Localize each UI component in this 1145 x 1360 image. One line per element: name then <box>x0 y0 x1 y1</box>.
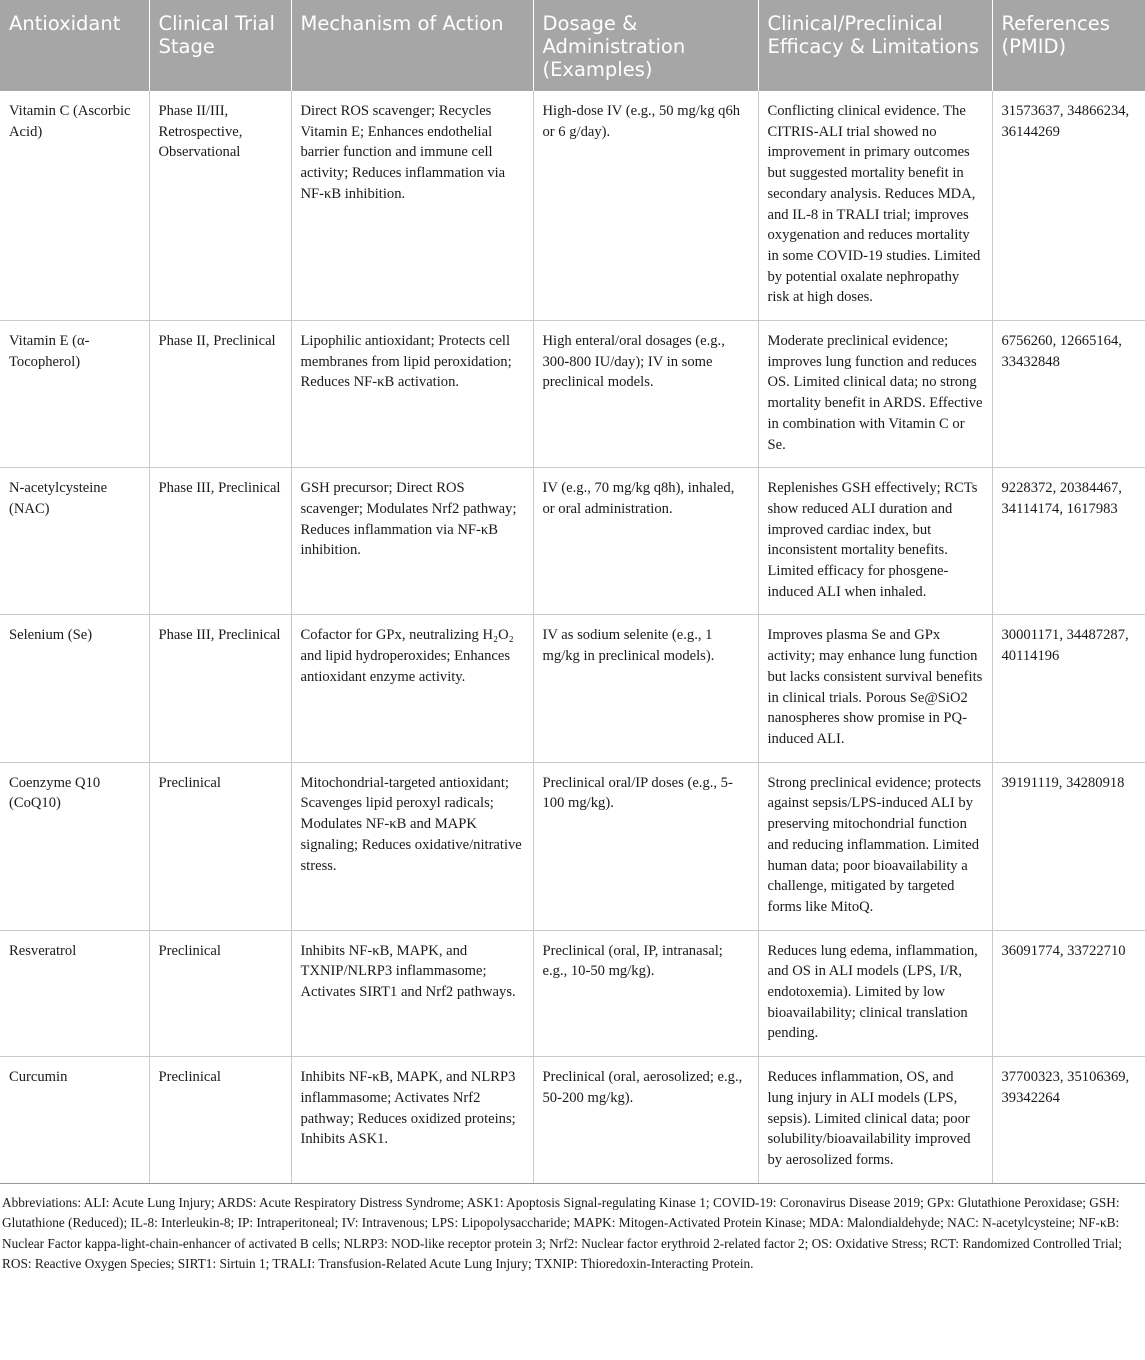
table-row <box>0 321 1145 468</box>
cell-efficacy: Strong preclinical evidence; protects against sepsis/LPS-induced ALI by preserving mitochondrial function and reducing inflammation. Limited human data; poor bioavailability a challenge, mitigated by targeted forms like MitoQ. <box>758 762 992 930</box>
cell-stage: Phase II/III, Retrospective, Observational <box>149 91 291 321</box>
cell-stage: Preclinical <box>149 1057 291 1184</box>
cell-antioxidant: Vitamin C (Ascorbic Acid) <box>0 91 149 321</box>
table-header <box>0 0 1145 91</box>
cell-dosage: IV (e.g., 70 mg/kg q8h), inhaled, or oral administration. <box>533 468 758 615</box>
cell-mechanism: GSH precursor; Direct ROS scavenger; Modulates Nrf2 pathway; Reduces inflammation via NF-κB inhibition. <box>291 468 533 615</box>
header-antioxidant: Antioxidant <box>0 0 149 91</box>
cell-efficacy: Reduces inflammation, OS, and lung injury in ALI models (LPS, sepsis). Limited clinical data; poor solubility/bioavailability improved by aerosolized forms. <box>758 1057 992 1184</box>
header-dosage-administration: Dosage & Administration (Examples) <box>533 0 758 91</box>
cell-dosage: Preclinical (oral, aerosolized; e.g., 50-200 mg/kg). <box>533 1057 758 1184</box>
cell-efficacy: Moderate preclinical evidence; improves lung function and reduces OS. Limited clinical data; no strong mortality benefit in ARDS. Effective in combination with Vitamin C or Se. <box>758 321 992 468</box>
cell-mechanism: Direct ROS scavenger; Recycles Vitamin E; Enhances endothelial barrier function and immune cell activity; Reduces inflammation via NF-κB inhibition. <box>291 91 533 321</box>
cell-references: 39191119, 34280918 <box>992 762 1145 930</box>
cell-dosage: IV as sodium selenite (e.g., 1 mg/kg in preclinical models). <box>533 615 758 762</box>
header-clinical-trial-stage: Clinical Trial Stage <box>149 0 291 91</box>
cell-antioxidant: Vitamin E (α-Tocopherol) <box>0 321 149 468</box>
cell-antioxidant: Selenium (Se) <box>0 615 149 762</box>
cell-stage: Phase III, Preclinical <box>149 615 291 762</box>
table-body <box>0 91 1145 1183</box>
table-row <box>0 762 1145 930</box>
cell-mechanism: Lipophilic antioxidant; Protects cell membranes from lipid peroxidation; Reduces NF-κB activation. <box>291 321 533 468</box>
table-row <box>0 930 1145 1057</box>
cell-references: 9228372, 20384467, 34114174, 1617983 <box>992 468 1145 615</box>
cell-efficacy: Conflicting clinical evidence. The CITRIS-ALI trial showed no improvement in primary outcomes but suggested mortality benefit in secondary analysis. Reduces MDA, and IL-8 in TRALI trial; improves oxygenation and reduces mortality in some COVID-19 studies. Limited by potential oxalate nephropathy risk at high doses. <box>758 91 992 321</box>
cell-antioxidant: Curcumin <box>0 1057 149 1184</box>
table-row <box>0 468 1145 615</box>
cell-dosage: High enteral/oral dosages (e.g., 300-800 IU/day); IV in some preclinical models. <box>533 321 758 468</box>
cell-efficacy: Improves plasma Se and GPx activity; may enhance lung function but lacks consistent survival benefits in clinical trials. Porous Se@SiO2 nanospheres show promise in PQ-induced ALI. <box>758 615 992 762</box>
cell-dosage: High-dose IV (e.g., 50 mg/kg q6h or 6 g/day). <box>533 91 758 321</box>
abbreviations-footnote: Abbreviations: ALI: Acute Lung Injury; ARDS: Acute Respiratory Distress Syndrome; ASK1: Apoptosis Signal-regulating Kinase 1; COVID-19: Coronavirus Disease 2019; GPx: Glutathione Peroxidase; GSH: Glutathione (Reduced); IL-8: Interleukin-8; IP: Intraperitoneal; IV: Intravenous; LPS: Lipopolysaccharide; MAPK: Mitogen-Activated Protein Kinase; MDA: Malondialdehyde; NAC: N-acetylcysteine; NF-κB: Nuclear Factor kappa-light-chain-enhancer of activated B cells; NLRP3: NOD-like receptor protein 3; Nrf2: Nuclear factor erythroid 2-related factor 2; OS: Oxidative Stress; RCT: Randomized Controlled Trial; ROS: Reactive Oxygen Species; SIRT1: Sirtuin 1; TRALI: Transfusion-Related Acute Lung Injury; TXNIP: Thioredoxin-Interacting Protein. <box>2 1194 1123 1272</box>
cell-efficacy: Reduces lung edema, inflammation, and OS in ALI models (LPS, I/R, endotoxemia). Limited by low bioavailability; clinical translation pending. <box>758 930 992 1057</box>
cell-references: 31573637, 34866234, 36144269 <box>992 91 1145 321</box>
cell-stage: Phase II, Preclinical <box>149 321 291 468</box>
cell-references: 6756260, 12665164, 33432848 <box>992 321 1145 468</box>
cell-stage: Preclinical <box>149 930 291 1057</box>
cell-references: 30001171, 34487287, 40114196 <box>992 615 1145 762</box>
cell-mechanism: Inhibits NF-κB, MAPK, and NLRP3 inflammasome; Activates Nrf2 pathway; Reduces oxidized proteins; Inhibits ASK1. <box>291 1057 533 1184</box>
table-row <box>0 1057 1145 1184</box>
cell-antioxidant: Resveratrol <box>0 930 149 1057</box>
cell-stage: Phase III, Preclinical <box>149 468 291 615</box>
cell-dosage: Preclinical oral/IP doses (e.g., 5-100 mg/kg). <box>533 762 758 930</box>
cell-stage: Preclinical <box>149 762 291 930</box>
cell-antioxidant: N-acetylcysteine (NAC) <box>0 468 149 615</box>
table-row <box>0 91 1145 321</box>
cell-efficacy: Replenishes GSH effectively; RCTs show reduced ALI duration and improved cardiac index, but inconsistent mortality benefits. Limited efficacy for phosgene-induced ALI when inhaled. <box>758 468 992 615</box>
header-efficacy-limitations: Clinical/Preclinical Efficacy & Limitations <box>758 0 992 91</box>
cell-dosage: Preclinical (oral, IP, intranasal; e.g., 10-50 mg/kg). <box>533 930 758 1057</box>
cell-antioxidant: Coenzyme Q10 (CoQ10) <box>0 762 149 930</box>
header-row <box>0 0 1145 91</box>
cell-references: 36091774, 33722710 <box>992 930 1145 1057</box>
cell-mechanism: Inhibits NF-κB, MAPK, and TXNIP/NLRP3 inflammasome; Activates SIRT1 and Nrf2 pathways. <box>291 930 533 1057</box>
cell-mechanism: Mitochondrial-targeted antioxidant; Scavenges lipid peroxyl radicals; Modulates NF-κB and MAPK signaling; Reduces oxidative/nitrative stress. <box>291 762 533 930</box>
header-mechanism-of-action: Mechanism of Action <box>291 0 533 91</box>
header-references: References (PMID) <box>992 0 1145 91</box>
cell-mechanism: Cofactor for GPx, neutralizing H₂O₂ and lipid hydroperoxides; Enhances antioxidant enzyme activity. <box>291 615 533 762</box>
cell-references: 37700323, 35106369, 39342264 <box>992 1057 1145 1184</box>
table-row <box>0 615 1145 762</box>
